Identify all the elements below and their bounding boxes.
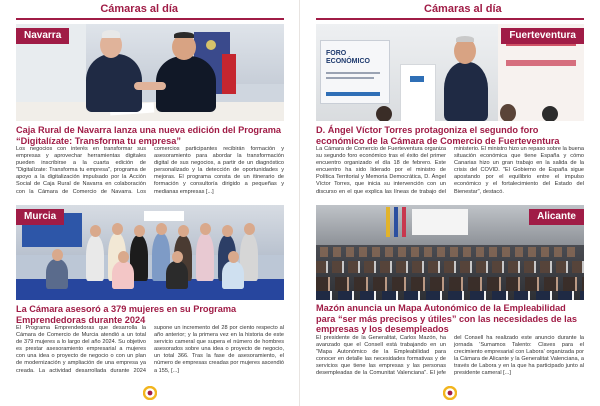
- camara-logo-icon: [443, 386, 457, 400]
- article-body: Los negocios con interés en transformar sus empresas y aprovechar herramientas digitales pueden inscribirse a la cuarta edición de "Digitalízate: Transforma tu empresa", programa de apoyo a la digitalización impulsado por la Acción Social de Caja Rural de Navarra en colaboración con la Cámara de Comercio de Navarra. Los comercios participantes recibirán formación y asesoramiento para abordar la transformación digital de sus negocios, a partir de un diagnóstico personalizado y la detección de oportunidades y mejoras. El programa consta de un itinerario de formación y consultoría dirigido a pequeñas y medianas empresas [...]: [16, 146, 284, 195]
- fuerteventura-photo: [316, 24, 584, 121]
- section-title: Cámaras al día: [424, 3, 502, 15]
- murcia-photo: [16, 205, 284, 300]
- header-rule: [16, 18, 284, 20]
- article-headline: Mazón anuncia un Mapa Autonómico de la Empleabilidad para “ser más precisos y útiles” con las necesidades de las empresas y los desempleados: [316, 303, 577, 334]
- article-body: El Programa Emprendedoras que desarrolla la Cámara de Comercio de Murcia atendió a un total de 379 mujeres a lo largo del año 2024. Su objetivo es prestar asesoramiento empresarial a mujeres con una idea o proyecto de negocio o con un plan de modernización y ampliación de una empresa ya creada. La actividad desarrollada durante 2024 supone un incremento del 28 por ciento respecto al año anterior; y la primera vez en la historia de este servicio cameral que supera el número de hombres asesorados sobre una idea o proyecto de negocio, un total 366. Tras la fase de asesoramiento, el número de empresas creadas por mujeres ascendió a 155, [...]: [16, 325, 284, 374]
- article-body: El presidente de la Generalitat, Carlos Mazón, ha avanzado que el Consell está trabajando en un "Mapa Autonómico de la Empleabilidad para conocer en detalle las necesidades formativas y de servicios que tiene las empresas y las personas desempleadas de la Comunitat Valenciana". El jefe del Consell ha realizado este anuncio durante la jornada 'Sumamos Talento: Claves para el crecimiento empresarial con Labora' organizada por la Cámara de Alicante y la Generalitat Valenciana, a través de Labora y en la que ha participado junto al presidente cameral [...]: [316, 335, 584, 377]
- alicante-photo: [316, 205, 584, 300]
- region-tag-alicante: Alicante: [529, 209, 584, 225]
- article-headline: Caja Rural de Navarra lanza una nueva edición del Programa “Digitalízate: Transforma tu empresa”: [16, 125, 282, 146]
- camara-logo-icon: [143, 386, 157, 400]
- left-page-header: [0, 0, 300, 22]
- right-page: [300, 0, 600, 406]
- forum-screen-title: FORO ECONÓMICO: [326, 50, 370, 65]
- region-tag-fuerteventura: Fuerteventura: [501, 28, 584, 44]
- article-body: La Cámara de Comercio de Fuerteventura organiza su segundo foro económico tras el éxito del primer encuentro organizado el día 18 de febrero. Este encuentro ha sido liderado por el ministro de Política Territorial y Memoria Democrática, D. Ángel Víctor Torres, que inicia su intervención con un discurso en el que explica las líneas de trabajo del ministerio. El ministro hizo un repaso sobre la buena situación económica que tiene España y cómo Canarias hizo un gran trabajo en la salida de la crisis del COVID. "El Gobierno de España sigue apostando por el equilibrio entre el impulso económico y el fortalecimiento del Estado del Bienestar", destacó.: [316, 146, 584, 195]
- article-headline: D. Ángel Víctor Torres protagoniza el segundo foro económico de la Cámara de Comercio de Fuerteventura: [316, 125, 560, 146]
- header-rule: [316, 18, 584, 20]
- section-title: Cámaras al día: [100, 3, 178, 15]
- region-tag-murcia: Murcia: [16, 209, 64, 225]
- article-headline: La Cámara asesoró a 379 mujeres en su Programa Emprendedoras durante 2024: [16, 304, 237, 325]
- region-tag-navarra: Navarra: [16, 28, 69, 44]
- navarra-photo: [16, 24, 284, 121]
- right-page-header: [300, 0, 600, 22]
